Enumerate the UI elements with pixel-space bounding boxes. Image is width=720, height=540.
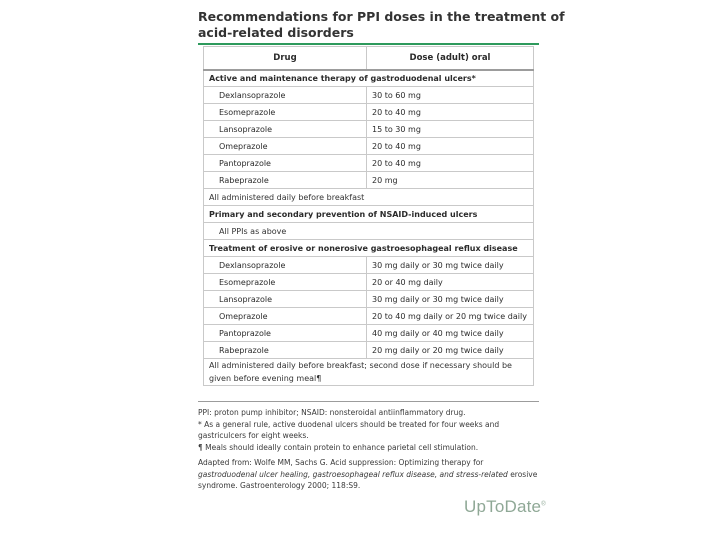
table-header-row <box>204 47 534 70</box>
footnote-source <box>198 457 538 492</box>
drug-cell: Dexlansoprazole <box>204 87 367 104</box>
dose-cell: 40 mg daily or 40 mg twice daily <box>367 325 534 342</box>
table-row <box>204 87 534 104</box>
title-line-1: Recommendations for PPI doses in the treatment of <box>198 9 565 24</box>
drug-cell: Lansoprazole <box>204 121 367 138</box>
dose-cell: 20 or 40 mg daily <box>367 274 534 291</box>
drug-cell: Dexlansoprazole <box>204 257 367 274</box>
drug-cell: Rabeprazole <box>204 342 367 359</box>
dose-cell: 20 to 40 mg daily or 20 mg twice daily <box>367 308 534 325</box>
footnote-star: * As a general rule, active duodenal ulcers should be treated for four weeks and gastriculcers for eight weeks. <box>198 419 500 440</box>
section-note: All PPIs as above <box>204 223 534 240</box>
table-row <box>204 342 534 359</box>
dose-cell: 20 to 40 mg <box>367 104 534 121</box>
section-note: All administered daily before breakfast; second dose if necessary should be given before evening meal¶ <box>204 359 534 386</box>
source-suffix: erosive syndrome. Gastroenterology 2000; 118:S9. <box>198 469 538 490</box>
document-title <box>198 9 565 41</box>
table-row <box>204 274 534 291</box>
table-row <box>204 308 534 325</box>
header-dose: Dose (adult) oral <box>367 47 534 70</box>
dose-cell: 15 to 30 mg <box>367 121 534 138</box>
logo-text: UpToDate <box>464 497 542 516</box>
uptodate-logo <box>464 497 546 517</box>
source-prefix: Adapted from: Wolfe MM, Sachs G. Acid suppression: Optimizing therapy for <box>198 458 484 467</box>
dose-cell: 20 mg <box>367 172 534 189</box>
drug-cell: Lansoprazole <box>204 291 367 308</box>
drug-cell: Esomeprazole <box>204 104 367 121</box>
dose-cell: 20 to 40 mg <box>367 138 534 155</box>
drug-cell: Omeprazole <box>204 308 367 325</box>
header-drug: Drug <box>204 47 367 70</box>
footnote-pilcrow: ¶ Meals should ideally contain protein to enhance parietal cell stimulation. <box>198 442 479 452</box>
drug-cell: Rabeprazole <box>204 172 367 189</box>
section-note: All administered daily before breakfast <box>204 189 534 206</box>
source-italic: gastroduodenal ulcer healing, gastroesophageal reflux disease, and stress-related <box>198 469 508 479</box>
section-heading-gerd: Treatment of erosive or nonerosive gastroesophageal reflux disease <box>204 240 534 257</box>
drug-cell: Esomeprazole <box>204 274 367 291</box>
dose-cell: 30 to 60 mg <box>367 87 534 104</box>
footnote-abbreviations: PPI: proton pump inhibitor; NSAID: nonsteroidal antiinflammatory drug. <box>198 408 466 417</box>
dose-cell: 20 mg daily or 20 mg twice daily <box>367 342 534 359</box>
table-bottom-divider <box>198 401 539 402</box>
footnotes <box>198 407 538 492</box>
table-row <box>204 257 534 274</box>
dose-cell: 20 to 40 mg <box>367 155 534 172</box>
dose-cell: 30 mg daily or 30 mg twice daily <box>367 291 534 308</box>
ppi-dose-table <box>203 46 534 386</box>
table-row <box>204 104 534 121</box>
drug-cell: Pantoprazole <box>204 155 367 172</box>
table-row <box>204 121 534 138</box>
table-row <box>204 291 534 308</box>
table-row <box>204 138 534 155</box>
table-row <box>204 172 534 189</box>
section-heading-ulcers: Active and maintenance therapy of gastroduodenal ulcers* <box>204 70 534 87</box>
registered-mark: ® <box>541 501 546 508</box>
table-row <box>204 155 534 172</box>
section-heading-nsaid: Primary and secondary prevention of NSAID-induced ulcers <box>204 206 534 223</box>
title-line-2: acid-related disorders <box>198 25 354 40</box>
title-divider <box>198 43 539 45</box>
drug-cell: Pantoprazole <box>204 325 367 342</box>
table-row <box>204 325 534 342</box>
dose-cell: 30 mg daily or 30 mg twice daily <box>367 257 534 274</box>
drug-cell: Omeprazole <box>204 138 367 155</box>
